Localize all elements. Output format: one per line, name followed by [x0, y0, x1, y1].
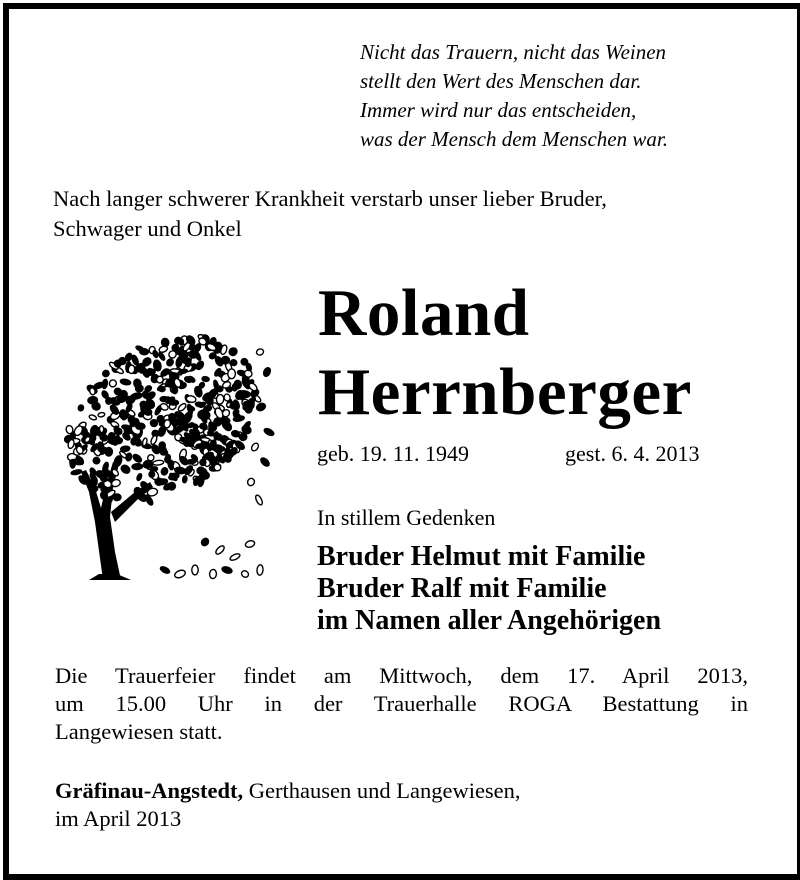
funeral-line-1: Die Trauerfeier findet am Mittwoch, dem 17. April 2013,: [55, 663, 748, 688]
deceased-last-name: Herrnberger: [318, 355, 692, 429]
remembrance-line: In stillem Gedenken: [317, 505, 496, 530]
poem: [360, 38, 668, 154]
place-rest: Gerthausen und Langewiesen,: [243, 778, 521, 803]
funeral-line-2: um 15.00 Uhr in der Trauerhalle ROGA Bestattung in: [55, 691, 748, 716]
poem-line-1: Nicht das Trauern, nicht das Weinen: [360, 40, 667, 64]
poem-line-4: was der Mensch dem Menschen war.: [360, 127, 668, 151]
date-line: im April 2013: [55, 806, 182, 831]
funeral-notice: [55, 662, 748, 746]
mourner-line: im Namen aller Angehörigen: [317, 605, 662, 636]
mourners-list: [317, 541, 661, 637]
mourner-line: Bruder Ralf mit Familie: [317, 573, 607, 604]
windswept-tree-illustration: [55, 312, 285, 592]
tree-foliage: [63, 333, 262, 506]
mourner-line: Bruder Helmut mit Familie: [317, 541, 646, 572]
intro-line-1: Nach langer schwerer Krankheit verstarb unser lieber Bruder,: [53, 186, 607, 211]
poem-line-3: Immer wird nur das entscheiden,: [360, 98, 637, 122]
deceased-first-name: Roland: [318, 276, 530, 350]
birth-date: geb. 19. 11. 1949: [317, 441, 469, 466]
funeral-line-3: Langewiesen statt.: [55, 719, 223, 744]
place-and-date: [55, 777, 521, 833]
intro-line-2: Schwager und Onkel: [53, 216, 242, 241]
death-date: gest. 6. 4. 2013: [565, 441, 700, 466]
place-bold: Gräfinau-Angstedt,: [55, 778, 244, 803]
places-line: [55, 777, 521, 805]
intro-text: [53, 184, 607, 244]
poem-line-2: stellt den Wert des Menschen dar.: [360, 69, 642, 93]
